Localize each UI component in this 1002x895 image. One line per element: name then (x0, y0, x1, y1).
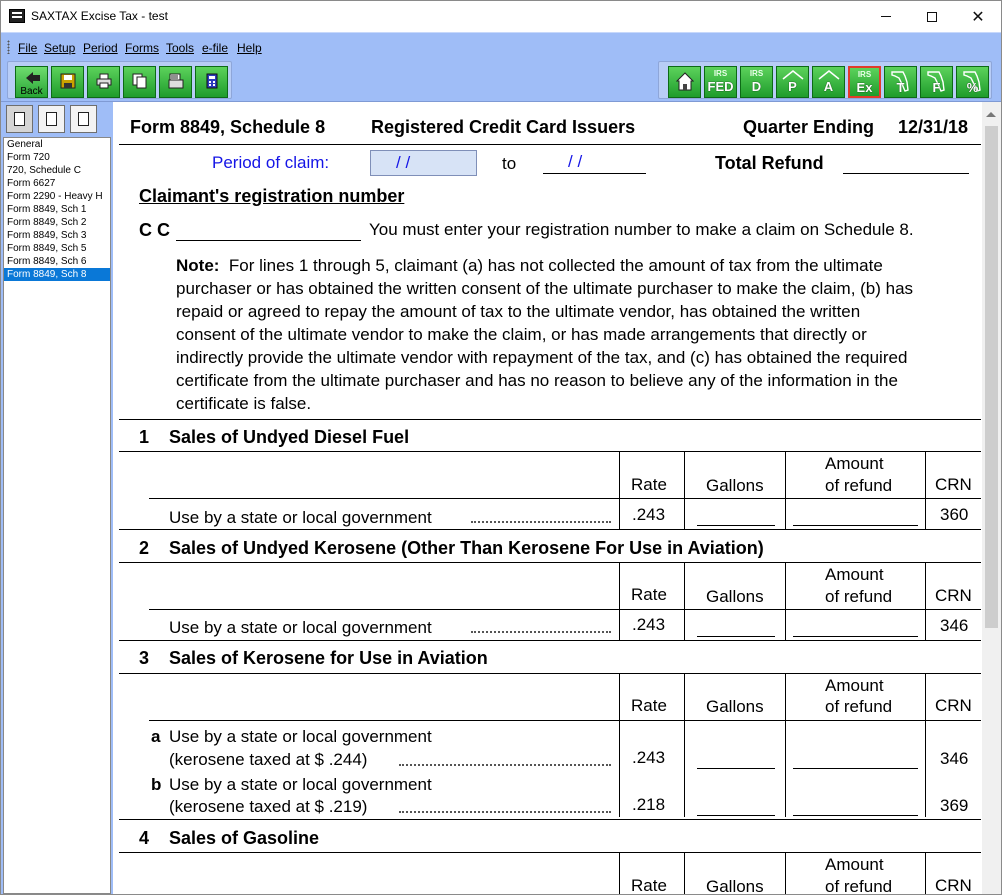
line-3b-letter: b (151, 775, 162, 794)
sidebar-item-720-schedule-c[interactable]: 720, Schedule C (7, 165, 81, 176)
line-3b-desc: Use by a state or local government (169, 775, 432, 794)
line-2-header-rule (149, 609, 981, 610)
irs-ex-small-label: IRS (857, 70, 872, 79)
sidebar-item-8849-sch-5[interactable]: Form 8849, Sch 5 (7, 243, 87, 254)
note-text: For lines 1 through 5, claimant (a) has not collected the amount of tax from the ultimate purchaser or has obtained the written consent of the ultimate purchaser to make the claim, (b) has repaid or agreed to repay the amount of tax to the ultimate vendor, has obtained the written consent of the ultimate vendor to make the claim, or has made arrangements that directly or indirectly provide the ultimate vendor with repayment of the tax, and (c) has obtained the required certificate from the ultimate purchaser and has no reason to believe any of the information in the certificate is false. (176, 256, 914, 413)
col-amount-header: Amount (825, 454, 884, 473)
sidebar-item-8849-sch-8[interactable]: Form 8849, Sch 8 (4, 268, 110, 281)
window-title: SAXTAX Excise Tax - test (31, 9, 168, 23)
p-button[interactable] (776, 66, 809, 98)
col-divider (925, 852, 926, 895)
calculator-button[interactable] (195, 66, 228, 98)
period-to-value: / / (568, 152, 583, 171)
copy-icon (46, 112, 57, 126)
menu-file[interactable]: File (18, 41, 38, 55)
line-1-number: 1 (139, 427, 150, 447)
col-rate-header: Rate (631, 696, 667, 715)
col-amount-header: Amount (825, 855, 884, 874)
t-button[interactable] (884, 66, 917, 98)
vertical-scrollbar[interactable] (982, 102, 1001, 895)
preview-icon (78, 112, 89, 126)
sidebar-item-form-6627[interactable]: Form 6627 (7, 178, 56, 189)
line-1-gallons-input[interactable] (697, 525, 775, 526)
line-1-header-rule (149, 498, 981, 499)
menu-period[interactable]: Period (83, 41, 118, 55)
percent-label: % (966, 80, 979, 95)
col-gallons-header: Gallons (706, 587, 764, 606)
t-label: T (896, 80, 905, 95)
period-from-input[interactable] (370, 150, 477, 176)
home-icon (676, 72, 694, 92)
col-refund-header: of refund (825, 587, 893, 606)
line-3-bottom-rule (119, 819, 981, 820)
sidebar-copy-button[interactable] (38, 105, 65, 133)
scroll-up-arrow-icon[interactable] (986, 112, 996, 117)
line-4-top-rule (119, 852, 981, 853)
title-bar (1, 1, 1001, 32)
col-divider (925, 451, 926, 529)
col-divider (925, 562, 926, 640)
calculator-icon (204, 73, 220, 89)
sidebar-item-form-2290[interactable]: Form 2290 - Heavy H (7, 191, 103, 202)
col-gallons-header: Gallons (706, 877, 764, 895)
line-4-number: 4 (139, 828, 150, 848)
header-divider (119, 144, 981, 145)
irs-d-small-label: IRS (749, 69, 764, 78)
line-3a-crn: 346 (940, 749, 969, 768)
close-button[interactable] (955, 1, 1001, 32)
menu-setup[interactable]: Setup (44, 41, 76, 55)
col-refund-header: of refund (825, 476, 893, 495)
quarter-ending-label: Quarter Ending (743, 117, 875, 137)
sidebar-item-8849-sch-3[interactable]: Form 8849, Sch 3 (7, 230, 87, 241)
note-label: Note: (176, 256, 220, 275)
line-2-amount-input[interactable] (793, 636, 918, 637)
sidebar (1, 102, 113, 895)
irs-ex-button[interactable] (848, 66, 881, 98)
col-amount-header: Amount (825, 565, 884, 584)
sidebar-item-general[interactable]: General (7, 139, 43, 150)
a-label: A (823, 79, 834, 94)
maximize-icon (927, 12, 937, 22)
line-3a-desc-detail: (kerosene taxed at $ .244) (169, 750, 368, 769)
f-button[interactable] (920, 66, 953, 98)
home-button[interactable] (668, 66, 701, 98)
schedule-title: Registered Credit Card Issuers (371, 117, 636, 137)
line-2-rate: .243 (632, 615, 666, 634)
col-divider (619, 562, 620, 640)
col-divider (684, 852, 685, 895)
sidebar-view-forms-button[interactable] (6, 105, 33, 133)
leader-dots (471, 521, 611, 523)
period-to-input[interactable] (543, 150, 646, 174)
line-3b-gallons-input[interactable] (697, 815, 775, 816)
line-4-title: Sales of Gasoline (169, 828, 320, 848)
p-label: P (788, 79, 797, 94)
line-3-top-rule (119, 673, 981, 674)
sidebar-item-form-720[interactable]: Form 720 (7, 152, 50, 163)
menu-forms[interactable]: Forms (125, 41, 159, 55)
registration-prefix: C C (139, 220, 170, 240)
col-crn-header: CRN (935, 586, 972, 605)
sidebar-tools (3, 105, 111, 135)
irs-fed-small-label: IRS (713, 69, 728, 78)
toolbar-right-group (658, 61, 992, 99)
line-3-title: Sales of Kerosene for Use in Aviation (169, 648, 488, 668)
line-2-crn: 346 (940, 616, 969, 635)
irs-d-label: D (751, 79, 762, 94)
print-button[interactable] (87, 66, 120, 98)
line-1-top-rule (119, 451, 981, 452)
total-refund-field[interactable] (843, 173, 969, 174)
col-divider (925, 673, 926, 817)
line-2-desc: Use by a state or local government (169, 618, 432, 637)
fax-icon (168, 73, 184, 89)
form-area (114, 102, 982, 895)
scroll-thumb[interactable] (985, 126, 998, 628)
col-divider (684, 673, 685, 817)
line-3-number: 3 (139, 648, 150, 668)
app-icon (9, 9, 25, 23)
line-3-header-rule (149, 720, 981, 721)
back-label: Back (20, 86, 43, 97)
percent-button[interactable] (956, 66, 989, 98)
col-divider (785, 852, 786, 895)
col-amount-header: Amount (825, 676, 884, 695)
line-1-title: Sales of Undyed Diesel Fuel (169, 427, 410, 447)
fax-button[interactable] (159, 66, 192, 98)
claimant-registration-heading: Claimant's registration number (139, 186, 405, 206)
minimize-button[interactable] (863, 1, 909, 32)
col-rate-header: Rate (631, 475, 667, 494)
line-1-desc: Use by a state or local government (169, 508, 432, 527)
col-gallons-header: Gallons (706, 476, 764, 495)
line-3b-crn: 369 (940, 796, 969, 815)
pages-icon (132, 73, 148, 89)
line-3b-desc-detail: (kerosene taxed at $ .219) (169, 797, 368, 816)
sidebar-item-8849-sch-2[interactable]: Form 8849, Sch 2 (7, 217, 87, 228)
period-from-value: / / (396, 153, 411, 172)
line-3a-desc: Use by a state or local government (169, 727, 432, 746)
line-1-bottom-rule (119, 529, 981, 530)
f-label: F (932, 80, 941, 95)
toolbar-left-group (7, 61, 232, 99)
form-list (3, 137, 111, 894)
menu-bar (1, 32, 1001, 58)
form-title: Form 8849, Schedule 8 (130, 117, 326, 137)
col-crn-header: CRN (935, 475, 972, 494)
line-3a-letter: a (151, 727, 161, 746)
back-button[interactable] (15, 66, 48, 98)
col-rate-header: Rate (631, 585, 667, 604)
copy-pages-button[interactable] (123, 66, 156, 98)
save-button[interactable] (51, 66, 84, 98)
quarter-ending-value: 12/31/18 (898, 117, 969, 137)
period-to-label: to (502, 154, 517, 173)
leader-dots (399, 764, 611, 766)
total-refund-label: Total Refund (715, 153, 824, 173)
period-to-underline (543, 173, 646, 174)
col-divider (684, 451, 685, 529)
line-3b-rate: .218 (632, 795, 666, 814)
line-2-gallons-input[interactable] (697, 636, 775, 637)
menu-tools[interactable]: Tools (166, 41, 195, 55)
col-rate-header: Rate (631, 876, 667, 895)
sidebar-item-8849-sch-1[interactable]: Form 8849, Sch 1 (7, 204, 87, 215)
line-2-top-rule (119, 562, 981, 563)
menu-grip-icon (7, 40, 10, 54)
col-crn-header: CRN (935, 876, 972, 895)
period-of-claim-label: Period of claim: (212, 153, 330, 172)
toolbar (1, 58, 1001, 102)
printer-icon (96, 73, 112, 89)
leader-dots (471, 631, 611, 633)
irs-d-button[interactable] (740, 66, 773, 98)
line-3a-amount-input[interactable] (793, 768, 918, 769)
col-crn-header: CRN (935, 696, 972, 715)
col-divider (684, 562, 685, 640)
minimize-icon (881, 16, 891, 17)
registration-message: You must enter your registration number to make a claim on Schedule 8. (369, 220, 914, 239)
sidebar-item-8849-sch-6[interactable]: Form 8849, Sch 6 (7, 256, 87, 267)
save-disk-icon (60, 73, 76, 89)
registration-number-input[interactable] (176, 240, 361, 241)
line-2-title: Sales of Undyed Kerosene (Other Than Kerosene For Use in Aviation) (169, 538, 764, 558)
forms-icon (14, 112, 25, 126)
col-refund-header: of refund (825, 877, 893, 895)
line-3a-rate: .243 (632, 748, 666, 767)
a-button[interactable] (812, 66, 845, 98)
line-2-number: 2 (139, 538, 150, 558)
irs-ex-label: Ex (856, 80, 873, 95)
col-refund-header: of refund (825, 697, 893, 716)
back-arrow-icon (25, 70, 41, 86)
col-gallons-header: Gallons (706, 697, 764, 716)
line-2-bottom-rule (119, 640, 981, 641)
line-3a-gallons-input[interactable] (697, 768, 775, 769)
note-divider (119, 419, 981, 420)
col-divider (619, 451, 620, 529)
line-1-crn: 360 (940, 505, 969, 524)
menu-efile[interactable]: e-file (202, 41, 229, 55)
sidebar-preview-button[interactable] (70, 105, 97, 133)
col-divider (785, 451, 786, 529)
col-divider (785, 562, 786, 640)
col-divider (619, 673, 620, 817)
col-divider (619, 852, 620, 895)
menu-help[interactable]: Help (237, 41, 262, 55)
close-icon: ✕ (971, 8, 985, 26)
note-paragraph (176, 254, 916, 415)
maximize-button[interactable] (909, 1, 955, 32)
line-1-amount-input[interactable] (793, 525, 918, 526)
col-divider (785, 673, 786, 817)
line-3b-amount-input[interactable] (793, 815, 918, 816)
line-1-rate: .243 (632, 505, 666, 524)
irs-fed-label: FED (707, 79, 734, 94)
irs-fed-button[interactable] (704, 66, 737, 98)
leader-dots (399, 811, 611, 813)
